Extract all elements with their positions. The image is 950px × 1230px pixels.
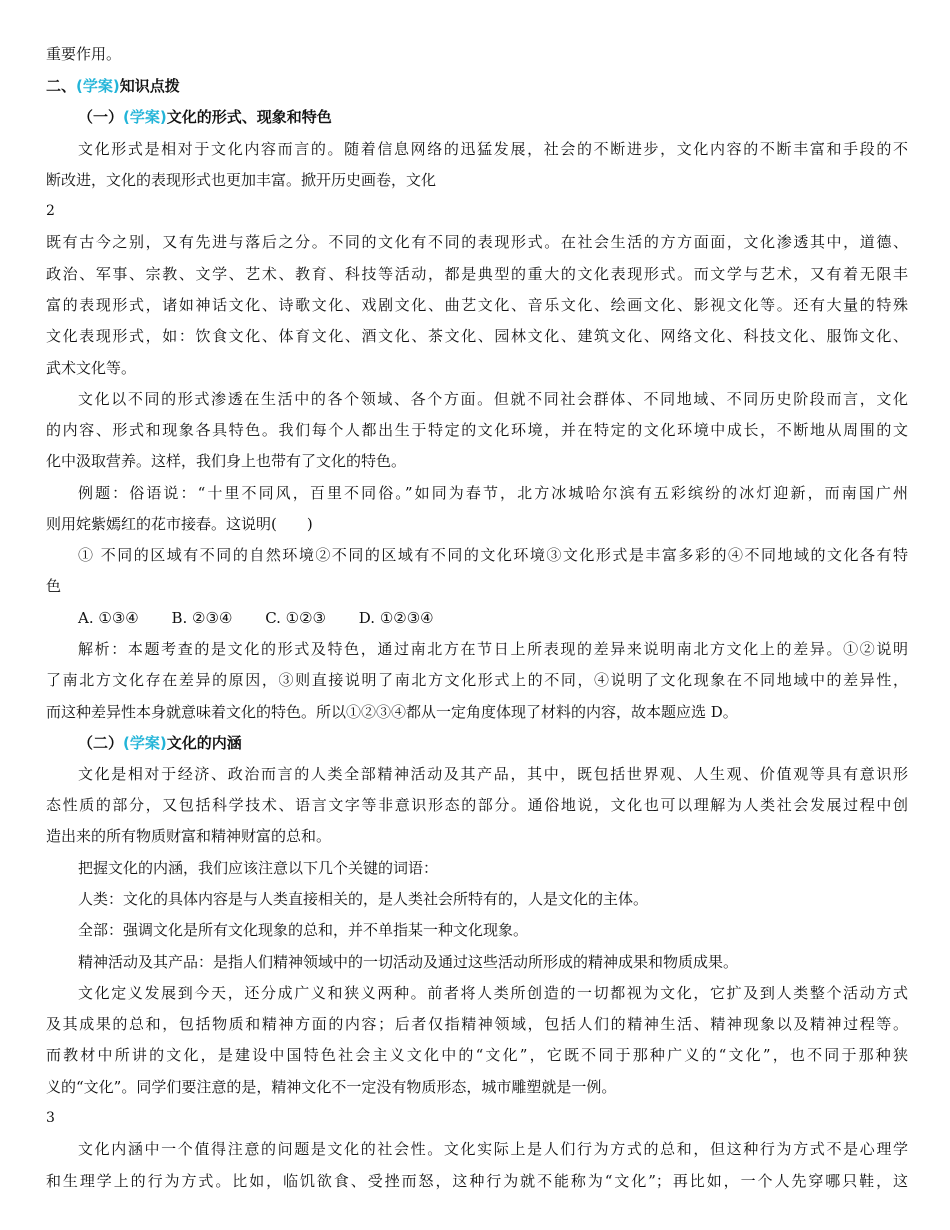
keyword-line: 全部：强调文化是所有文化现象的总和，并不单指某一种文化现象。 (78, 921, 529, 939)
option-a: A. ①③④ (78, 609, 139, 627)
paragraph-line: 义的“文化”。同学们要注意的是，精神文化不一定没有物质形态，城市雕塑就是一例。 (46, 1078, 617, 1096)
heading-text: 文化的内涵 (166, 734, 242, 752)
paragraph-line: 断改进，文化的表现形式也更加丰富。掀开历史画卷，文化 (46, 171, 437, 189)
analysis-line: 而这种差异性本身就意味着文化的特色。所以①②③④都从一定角度体现了材料的内容，故本题应选 D。 (46, 703, 738, 721)
answer-options (78, 608, 462, 628)
option-b: B. ②③④ (171, 609, 233, 627)
heading-prefix: 二、 (46, 77, 77, 95)
example-statements: 色 (46, 577, 62, 595)
paragraph-line: 文化是相对于经济、政治而言的人类全部精神活动及其产品，其中，既包括世界观、人生观、价值观等具有意识形 (78, 765, 908, 783)
paragraph-line: 态性质的部分，又包括科学技术、语言文字等非意识形态的部分。通俗地说，文化也可以理解为人类社会发展过程中创 (46, 796, 908, 814)
paragraph-line: 造出来的所有物质财富和精神财富的总和。 (46, 827, 332, 845)
paragraph-line: 及其成果的总和，包括物质和精神方面的内容；后者仅指精神领域，包括人们的精神生活、精神现象以及精神过程等。 (46, 1015, 908, 1033)
option-d: D. ①②③④ (358, 609, 434, 627)
analysis-line: 了南北方文化存在差异的原因，③则直接说明了南北方文化形式上的不同，④说明了文化现象在不同地域中的差异性， (46, 671, 908, 689)
page-number: 3 (46, 1110, 55, 1126)
paragraph-line: 文化定义发展到今天，还分成广义和狭义两种。前者将人类所创造的一切都视为文化，它扩及到人类整个活动方式 (78, 984, 908, 1002)
paragraph-line: 的内容、形式和现象各具特色。我们每个人都出生于特定的文化环境，并在特定的文化环境中成长，不断地从周围的文 (46, 421, 908, 439)
page-number: 2 (46, 203, 55, 219)
section-heading (46, 76, 180, 96)
study-guide-tag: (学案) (76, 77, 120, 95)
example-question: 则用姹紫嫣红的花市接春。这说明( ) (46, 515, 313, 533)
paragraph-line: 文化内涵中一个值得注意的问题是文化的社会性。文化实际上是人们行为方式的总和，但这种行为方式不是心理学 (78, 1140, 908, 1158)
study-guide-tag: (学案) (123, 734, 167, 752)
option-c: C. ①②③ (265, 609, 327, 627)
paragraph-line: 文化以不同的形式渗透在生活中的各个领域、各个方面。但就不同社会群体、不同地域、不同历史阶段而言，文化 (78, 390, 908, 408)
paragraph-line: 文化形式是相对于文化内容而言的。随着信息网络的迅猛发展，社会的不断进步，文化内容的不断丰富和手段的不 (78, 140, 908, 158)
heading-text: 文化的形式、现象和特色 (166, 108, 332, 126)
heading-prefix: （一） (78, 108, 124, 126)
keyword-line: 人类：文化的具体内容是与人类直接相关的，是人类社会所特有的，人是文化的主体。 (78, 890, 649, 908)
heading-prefix: （二） (78, 734, 124, 752)
subsection-heading (78, 107, 332, 127)
study-guide-tag: (学案) (123, 108, 167, 126)
heading-text: 知识点拨 (119, 77, 180, 95)
paragraph-line: 重要作用。 (46, 45, 122, 63)
paragraph-line: 化中汲取营养。这样，我们身上也带有了文化的特色。 (46, 452, 407, 470)
paragraph-line: 既有古今之别，又有先进与落后之分。不同的文化有不同的表现形式。在社会生活的方方面面，文化渗透其中，道德、 (46, 233, 908, 251)
example-statements: ① 不同的区域有不同的自然环境②不同的区域有不同的文化环境③文化形式是丰富多彩的④不同地域的文化各有特 (78, 546, 908, 564)
paragraph-line: 政治、军事、宗教、文学、艺术、教育、科技等活动，都是典型的重大的文化表现形式。而文学与艺术，又有着无限丰 (46, 265, 908, 283)
keyword-line: 精神活动及其产品：是指人们精神领域中的一切活动及通过这些活动所形成的精神成果和物质成果。 (78, 953, 739, 971)
paragraph-line: 文化表现形式，如：饮食文化、体育文化、酒文化、茶文化、园林文化、建筑文化、网络文化、科技文化、服饰文化、 (46, 327, 908, 345)
paragraph-line: 而教材中所讲的文化，是建设中国特色社会主义文化中的“文化”，它既不同于那种广义的“文化”，也不同于那种狭 (46, 1046, 908, 1064)
example-question: 例题：俗语说：“十里不同风，百里不同俗。”如同为春节，北方冰城哈尔滨有五彩缤纷的冰灯迎新，而南国广州 (78, 484, 908, 502)
analysis-line: 解析：本题考查的是文化的形式及特色，通过南北方在节日上所表现的差异来说明南北方文化上的差异。①②说明 (78, 640, 908, 658)
paragraph-line: 武术文化等。 (46, 359, 137, 377)
paragraph-line: 和生理学上的行为方式。比如，临饥欲食、受挫而怒，这种行为就不能称为“文化”；再比如，一个人先穿哪只鞋，这 (46, 1172, 908, 1190)
subsection-heading (78, 733, 242, 753)
paragraph-line: 富的表现形式，诸如神话文化、诗歌文化、戏剧文化、曲艺文化、音乐文化、绘画文化、影视文化等。还有大量的特殊 (46, 296, 908, 314)
paragraph-line: 把握文化的内涵，我们应该注意以下几个关键的词语： (78, 859, 439, 877)
